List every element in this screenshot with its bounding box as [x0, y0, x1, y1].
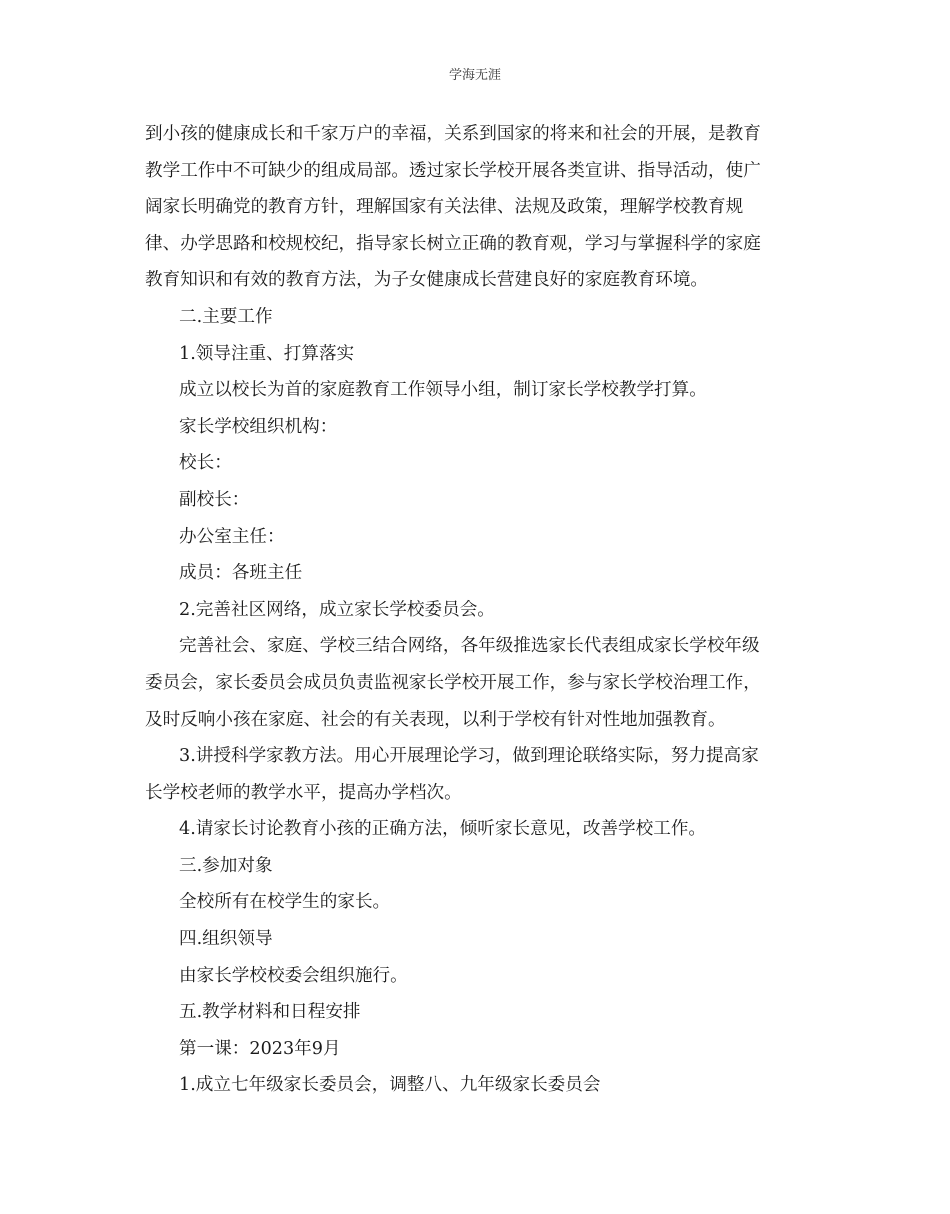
paragraph-line: 第一课：2023年9月	[179, 1038, 341, 1059]
list-item: 1.成立七年级家长委员会，调整八、九年级家长委员会	[179, 1075, 601, 1096]
document-body	[145, 116, 815, 1104]
paragraph-line: 成立以校长为首的家庭教育工作领导小组，制订家长学校教学打算。	[179, 380, 707, 401]
paragraph-line: 完善社会、家庭、学校三结合网络，各年级推选家长代表组成家长学校年级	[179, 636, 760, 657]
section-heading: 四.组织领导	[179, 929, 273, 950]
list-item: 办公室主任：	[179, 526, 285, 547]
paragraph-line: 由家长学校校委会组织施行。	[179, 965, 408, 986]
paragraph-line: 3.讲授科学家教方法。用心开展理论学习，做到理论联络实际，努力提高家	[179, 746, 759, 767]
section-heading: 二.主要工作	[179, 306, 273, 327]
list-item: 校长：	[179, 453, 232, 474]
list-item: 成员：各班主任	[179, 563, 303, 584]
paragraph-line: 阔家长明确党的教育方针，理解国家有关法律、法规及政策，理解学校教育规	[145, 197, 744, 218]
section-heading: 五.教学材料和日程安排	[179, 1002, 361, 1023]
section-heading: 三.参加对象	[179, 855, 273, 876]
list-item: 副校长：	[179, 489, 250, 510]
paragraph-line: 家长学校组织机构：	[179, 416, 338, 437]
paragraph-line: 教育知识和有效的教育方法，为子女健康成长营建良好的家庭教育环境。	[145, 270, 709, 291]
paragraph-line: 全校所有在校学生的家长。	[179, 892, 391, 913]
paragraph-line: 委员会，家长委员会成员负责监视家长学校开展工作，参与家长学校治理工作，	[145, 672, 761, 693]
subsection-heading: 1.领导注重、打算落实	[179, 343, 355, 364]
subsection-heading: 2.完善社区网络，成立家长学校委员会。	[179, 599, 495, 620]
paragraph-line: 及时反响小孩在家庭、社会的有关表现，以利于学校有针对性地加强教育。	[145, 709, 726, 730]
paragraph-line: 4.请家长讨论教育小孩的正确方法，倾听家长意见，改善学校工作。	[179, 819, 707, 840]
paragraph-line: 到小孩的健康成长和千家万户的幸福，关系到国家的将来和社会的开展，是教育	[145, 124, 761, 144]
paragraph-line: 教学工作中不可缺少的组成局部。透过家长学校开展各类宣讲、指导活动，使广	[145, 160, 761, 181]
paragraph-line: 长学校老师的教学水平，提高办学档次。	[145, 782, 462, 803]
page-header: 学海无涯	[448, 68, 501, 83]
paragraph-line: 律、办学思路和校规校纪，指导家长树立正确的教育观，学习与掌握科学的家庭	[145, 233, 761, 254]
